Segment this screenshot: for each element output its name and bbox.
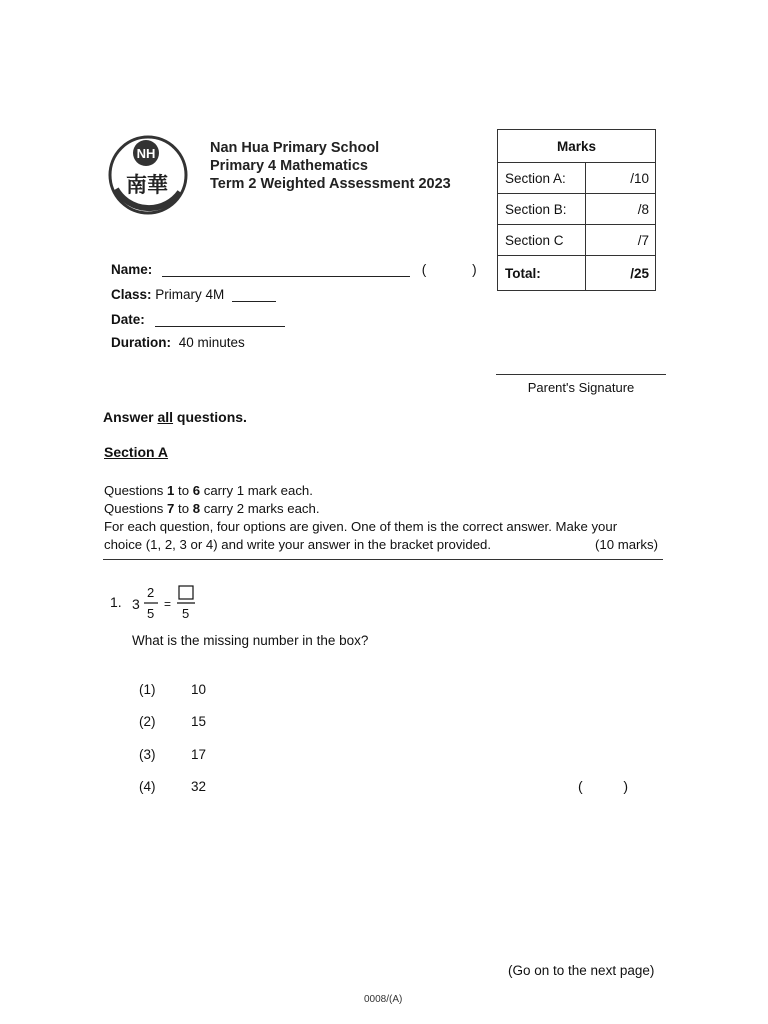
marks-row-label: Section A: xyxy=(498,163,586,194)
question-expression xyxy=(130,583,220,623)
marks-title: Marks xyxy=(498,130,656,163)
class-row xyxy=(111,287,276,302)
option-2: (2) 15 xyxy=(139,714,207,729)
go-on-note: (Go on to the next page) xyxy=(508,963,655,978)
index-close: ) xyxy=(472,262,477,277)
svg-text:=: = xyxy=(164,597,172,611)
question-number: 1. xyxy=(110,594,122,610)
question-text: What is the missing number in the box? xyxy=(132,633,369,648)
svg-text:5: 5 xyxy=(147,606,155,621)
marks-row xyxy=(498,163,656,194)
date-blank[interactable] xyxy=(155,326,285,327)
class-label: Class: xyxy=(111,287,152,302)
index-open: ( xyxy=(421,262,427,277)
marks-total-row xyxy=(498,256,656,291)
section-title: Section A xyxy=(104,444,169,460)
marks-table xyxy=(497,129,656,291)
instructions-divider xyxy=(103,559,663,560)
duration-label: Duration: xyxy=(111,335,171,350)
option-1: (1) 10 xyxy=(139,682,207,697)
marks-total-value: /25 xyxy=(586,256,656,291)
marks-row-value: /7 xyxy=(586,225,656,256)
duration-value: 40 minutes xyxy=(178,335,245,350)
exam-header xyxy=(210,139,451,193)
svg-text:2: 2 xyxy=(147,585,155,600)
marks-total-label: Total: xyxy=(498,256,586,291)
date-label: Date: xyxy=(111,312,145,327)
duration-row xyxy=(111,335,245,350)
name-row xyxy=(111,262,477,277)
instruction-line-4: choice (1, 2, 3 or 4) and write your answer in the bracket provided. (10 marks) xyxy=(104,537,658,552)
instruction-line-2: Questions 7 to 8 carry 2 marks each. xyxy=(104,501,320,516)
answer-all-instruction xyxy=(103,409,247,425)
answer-box xyxy=(179,586,193,599)
svg-text:NH: NH xyxy=(136,146,156,161)
signature-label: Parent's Signature xyxy=(527,380,635,395)
section-instructions xyxy=(104,482,664,554)
svg-text:5: 5 xyxy=(182,606,190,621)
instruction-line-1: Questions 1 to 6 carry 1 mark each. xyxy=(104,483,313,498)
marks-row xyxy=(498,194,656,225)
name-label: Name: xyxy=(111,262,153,277)
class-value: Primary 4M xyxy=(155,287,225,302)
instruction-line-3: For each question, four options are given. One of them is the correct answer. Make your xyxy=(104,519,618,534)
marks-row xyxy=(498,225,656,256)
assessment-title: Term 2 Weighted Assessment 2023 xyxy=(210,176,451,192)
section-marks: (10 marks) xyxy=(594,537,658,552)
svg-text:3: 3 xyxy=(132,596,140,612)
marks-row-value: /10 xyxy=(586,163,656,194)
signature-line[interactable] xyxy=(496,374,666,375)
answer-all-after: questions. xyxy=(173,409,247,425)
date-row xyxy=(111,312,285,327)
name-blank[interactable] xyxy=(162,276,410,277)
school-name: Nan Hua Primary School xyxy=(210,140,380,156)
school-logo xyxy=(106,134,190,216)
svg-text:南華: 南華 xyxy=(126,173,168,197)
answer-bracket[interactable]: ( ) xyxy=(578,778,628,794)
answer-all-before: Answer xyxy=(103,409,158,425)
class-blank[interactable] xyxy=(232,301,276,302)
marks-row-label: Section C xyxy=(498,225,586,256)
answer-all-emphasis: all xyxy=(157,409,174,425)
marks-row-value: /8 xyxy=(586,194,656,225)
marks-row-label: Section B: xyxy=(498,194,586,225)
page-code: 0008/(A) xyxy=(364,994,403,1005)
option-3: (3) 17 xyxy=(139,747,207,762)
subject-title: Primary 4 Mathematics xyxy=(210,158,368,174)
option-4: (4) 32 xyxy=(139,779,207,794)
